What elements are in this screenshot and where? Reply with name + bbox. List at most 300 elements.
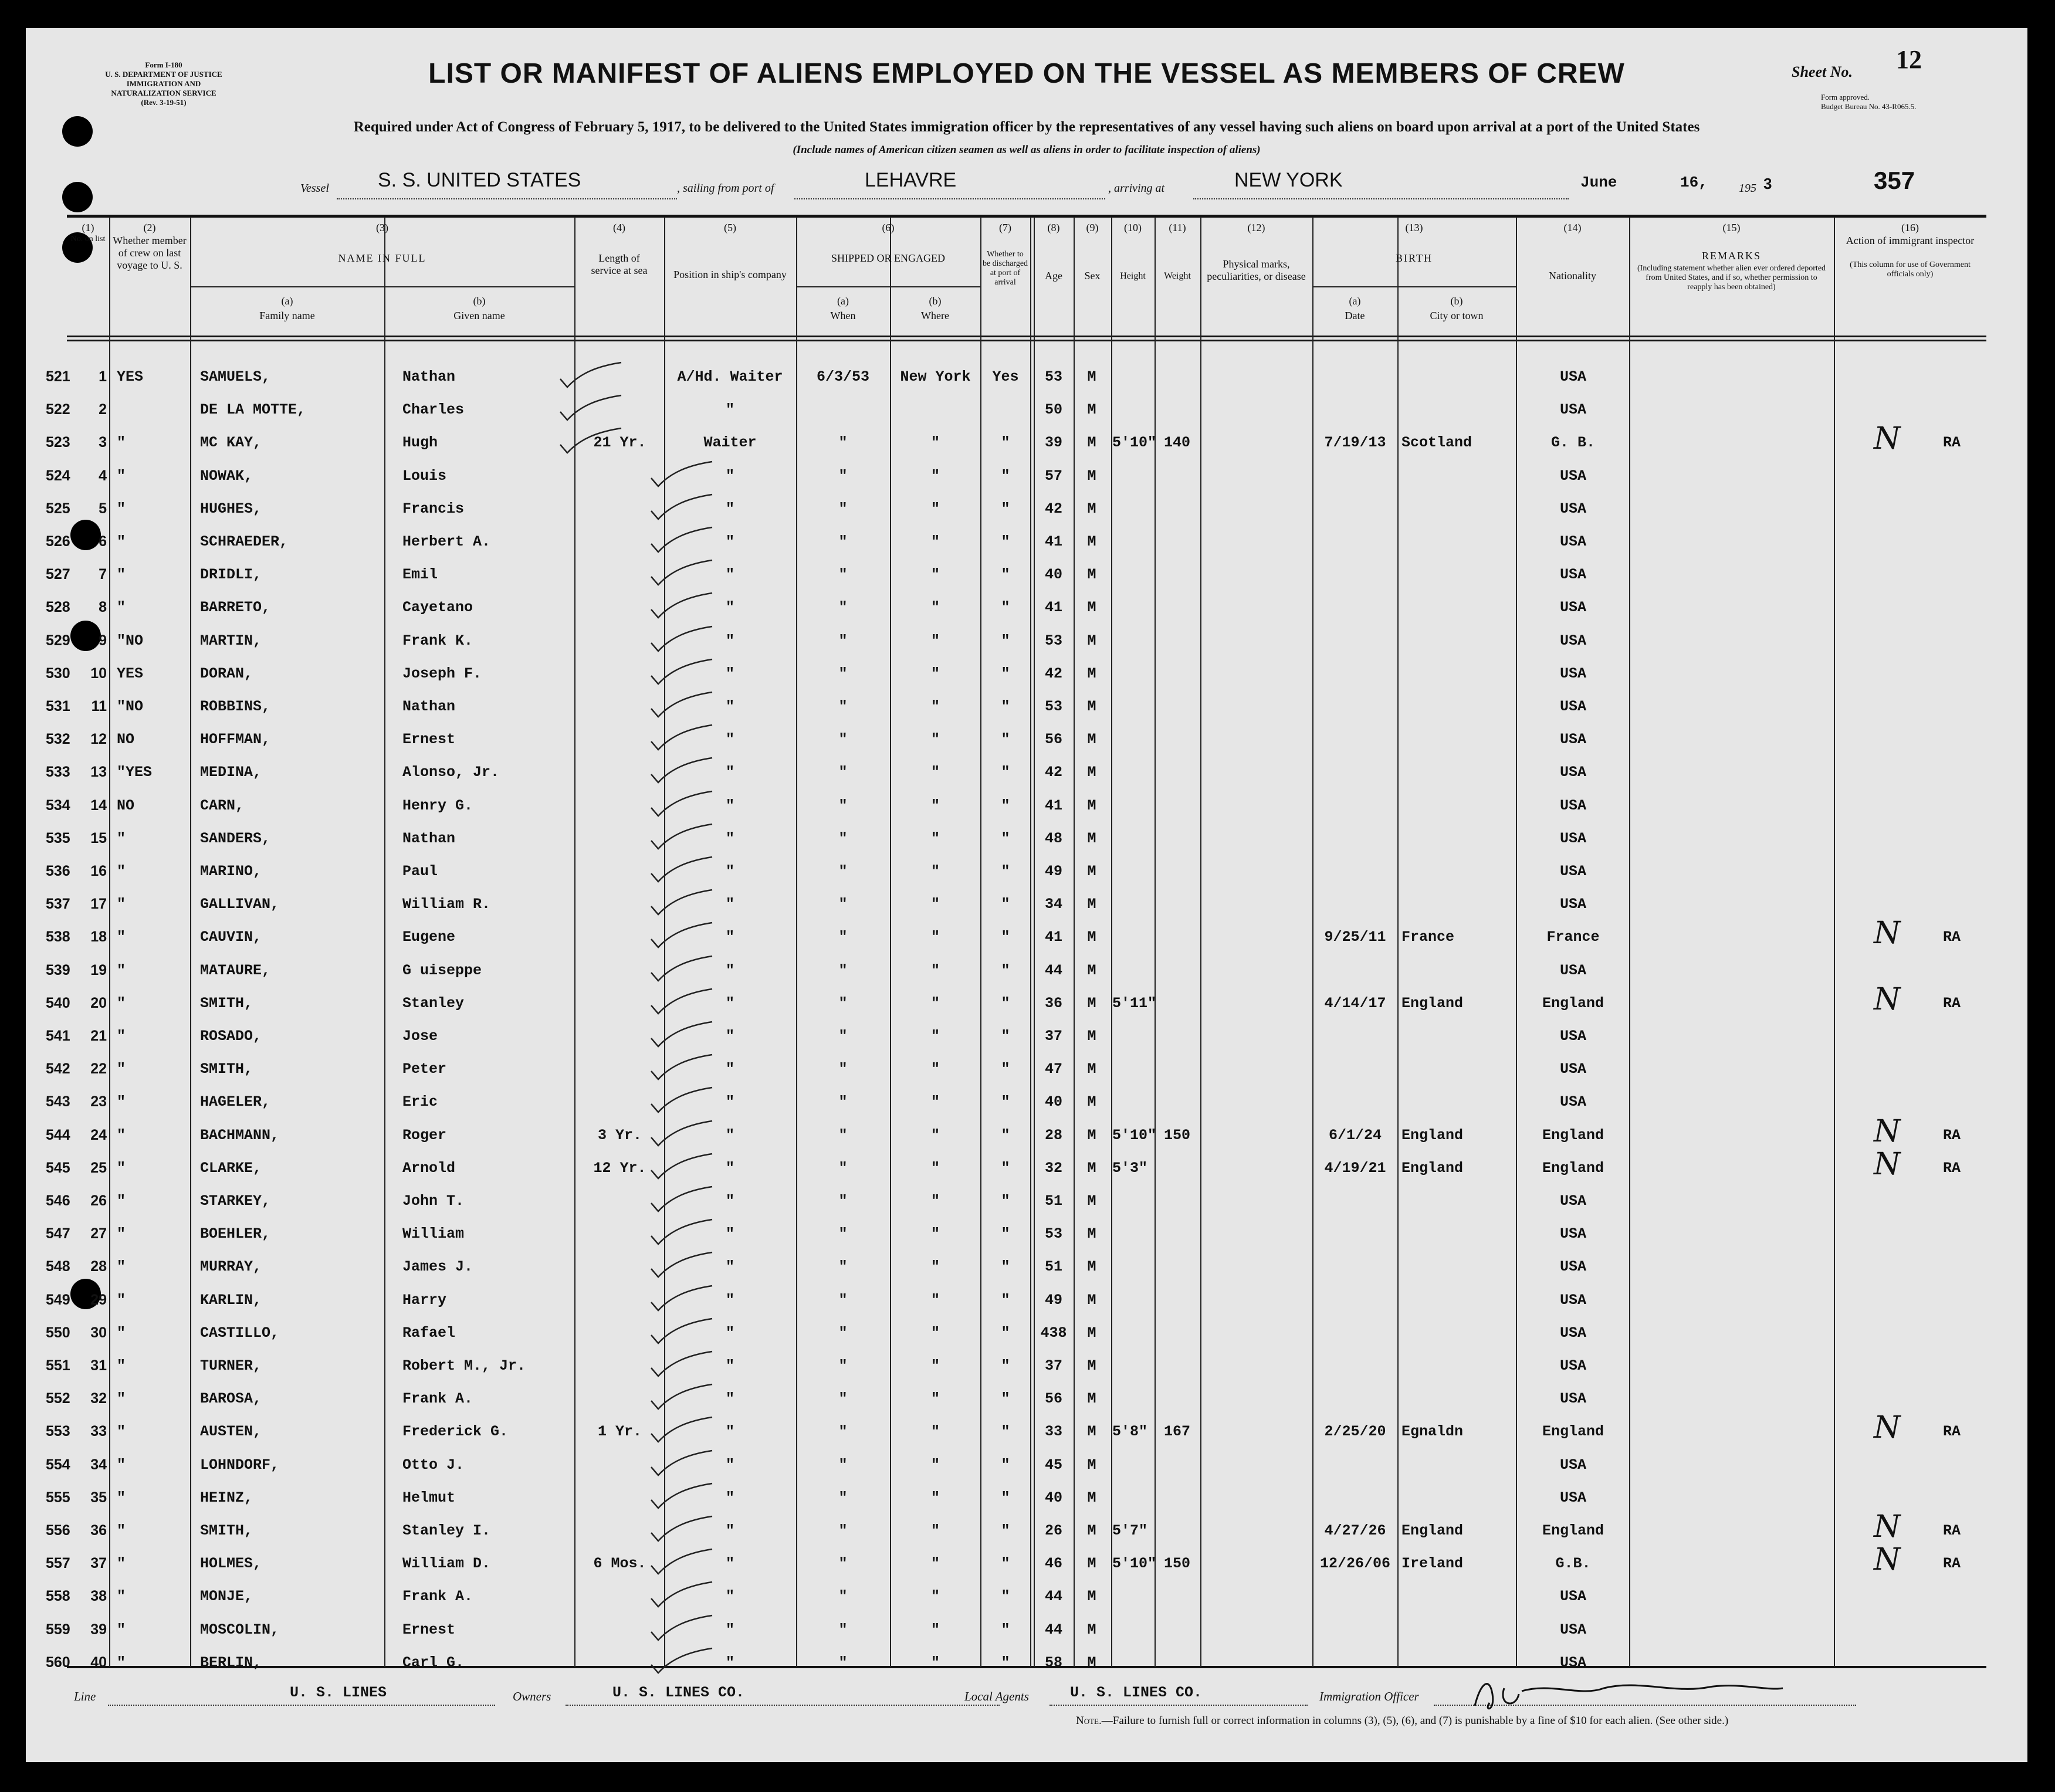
cell-stamp: 549 xyxy=(46,1291,70,1308)
inspector-action-mark: N xyxy=(1874,1542,1901,1578)
cell-discharge: " xyxy=(1001,1423,1010,1441)
col-number: (16) xyxy=(1901,222,1919,233)
cell-no: 1 xyxy=(99,368,107,385)
cell-nat: USA xyxy=(1559,500,1586,517)
check-mark-icon xyxy=(648,1383,718,1412)
stamp-number: 357 xyxy=(1874,167,1915,194)
cell-given: Frank A. xyxy=(402,1390,473,1408)
cell-position: " xyxy=(725,994,734,1012)
cell-sex: M xyxy=(1087,1028,1096,1045)
cell-height: 5'10" xyxy=(1112,1126,1157,1144)
cell-service: 1 Yr. xyxy=(597,1423,642,1441)
cell-family: SMITH, xyxy=(200,1522,253,1539)
cell-family: SMITH, xyxy=(200,994,253,1012)
cell-nat: USA xyxy=(1559,1258,1586,1276)
cell-position: " xyxy=(725,1258,734,1276)
inspector-action-mark: N xyxy=(1874,1113,1901,1149)
check-mark-icon xyxy=(557,361,627,391)
cell-family: SMITH, xyxy=(200,1061,253,1078)
cell-where: " xyxy=(930,1654,940,1671)
cell-family: GALLIVAN, xyxy=(200,896,280,913)
cell-stamp: 545 xyxy=(46,1159,70,1176)
cell-where: " xyxy=(930,1423,940,1441)
cell-stamp: 531 xyxy=(46,698,70,714)
cell-no: 34 xyxy=(90,1456,107,1473)
cell-stamp: 525 xyxy=(46,500,70,517)
cell-nat: USA xyxy=(1559,1028,1586,1045)
cell-where: " xyxy=(930,1588,940,1605)
col-number: (4) xyxy=(613,222,625,233)
cell-given: Robert M., Jr. xyxy=(402,1357,526,1374)
check-mark-icon xyxy=(648,1185,718,1215)
cell-discharge: " xyxy=(1001,731,1010,748)
cell-stamp: 524 xyxy=(46,467,70,484)
cell-given: Henry G. xyxy=(402,797,473,814)
cell-no: 37 xyxy=(90,1555,107,1572)
cell-given: Frank K. xyxy=(402,632,473,649)
cell-given: Eugene xyxy=(402,929,456,946)
cell-nat: USA xyxy=(1559,829,1586,847)
year-label: 195 xyxy=(1739,182,1756,195)
cell-discharge: " xyxy=(1001,467,1010,485)
cell-age: 44 xyxy=(1044,1621,1062,1638)
cell-when: " xyxy=(838,566,848,584)
cell-given: Stanley I. xyxy=(402,1522,491,1539)
cell-sex: M xyxy=(1087,632,1096,649)
cell-where: " xyxy=(930,961,940,979)
cell-sex: M xyxy=(1087,467,1096,485)
cell-prev: " xyxy=(117,1555,126,1573)
cell-where: " xyxy=(930,1357,940,1374)
page-title: LIST OR MANIFEST OF ALIENS EMPLOYED ON THE VESSEL AS MEMBERS OF CREW xyxy=(428,58,1625,89)
cell-discharge: " xyxy=(1001,566,1010,584)
cell-position: " xyxy=(725,1621,734,1638)
cell-where: " xyxy=(930,1390,940,1408)
cell-when: " xyxy=(838,863,848,880)
check-mark-icon xyxy=(648,526,718,555)
cell-nat: USA xyxy=(1559,896,1586,913)
check-mark-icon xyxy=(648,1285,718,1314)
cell-position: " xyxy=(725,1225,734,1243)
cell-where: " xyxy=(930,1555,940,1573)
cell-discharge: " xyxy=(1001,1555,1010,1573)
cell-discharge: " xyxy=(1001,797,1010,814)
cell-family: DE LA MOTTE, xyxy=(200,401,306,419)
cell-discharge: " xyxy=(1001,533,1010,550)
col-number: (12) xyxy=(1247,222,1265,233)
cell-no: 5 xyxy=(99,500,107,517)
cell-service: 6 Mos. xyxy=(593,1555,646,1573)
col-header: Height xyxy=(1120,271,1146,281)
col-number: (5) xyxy=(724,222,736,233)
col-header: BIRTH xyxy=(1396,252,1433,264)
cell-stamp: 546 xyxy=(46,1193,70,1209)
cell-position: " xyxy=(725,1193,734,1210)
table-top-border xyxy=(67,215,1986,218)
arrival-month: June xyxy=(1580,174,1617,191)
cell-position: " xyxy=(725,863,734,880)
cell-nat: England xyxy=(1542,1126,1604,1144)
cell-when: " xyxy=(838,1423,848,1441)
check-mark-icon xyxy=(648,1647,718,1676)
cell-when: " xyxy=(838,533,848,550)
cell-where: " xyxy=(930,1159,940,1177)
footer-line-label: Line xyxy=(74,1689,96,1703)
cell-prev: " xyxy=(117,896,126,913)
cell-family: HOLMES, xyxy=(200,1555,262,1573)
cell-no: 29 xyxy=(90,1291,107,1308)
cell-where: " xyxy=(930,829,940,847)
check-mark-icon xyxy=(648,757,718,786)
check-mark-icon xyxy=(648,1350,718,1380)
cell-stamp: 521 xyxy=(46,368,70,385)
cell-position: " xyxy=(725,1489,734,1506)
cell-sex: M xyxy=(1087,1159,1096,1177)
check-mark-icon xyxy=(648,988,718,1017)
cell-age: 47 xyxy=(1044,1061,1062,1078)
cell-position: " xyxy=(725,896,734,913)
cell-age: 34 xyxy=(1044,896,1062,913)
manifest-sheet xyxy=(26,28,2027,1762)
cell-age: 40 xyxy=(1044,566,1062,584)
cell-stamp: 523 xyxy=(46,434,70,451)
cell-given: Nathan xyxy=(402,368,456,385)
cell-position: " xyxy=(725,961,734,979)
cell-age: 50 xyxy=(1044,401,1062,419)
cell-family: MURRAY, xyxy=(200,1258,262,1276)
cell-family: SANDERS, xyxy=(200,829,271,847)
cell-age: 49 xyxy=(1044,863,1062,880)
col-header: NAME IN FULL xyxy=(338,252,426,264)
col-header: No. on list xyxy=(70,235,106,243)
cell-no: 23 xyxy=(90,1093,107,1110)
cell-discharge: " xyxy=(1001,698,1010,715)
cell-where: " xyxy=(930,467,940,485)
cell-family: BAROSA, xyxy=(200,1390,262,1408)
cell-prev: "NO xyxy=(117,698,144,715)
cell-no: 40 xyxy=(90,1654,107,1671)
cell-nat: USA xyxy=(1559,599,1586,616)
cell-when: " xyxy=(838,994,848,1012)
cell-when: " xyxy=(838,829,848,847)
cell-where: " xyxy=(930,533,940,550)
cell-sex: M xyxy=(1087,1225,1096,1243)
cell-position: " xyxy=(725,566,734,584)
cell-where: " xyxy=(930,1291,940,1309)
cell-stamp: 539 xyxy=(46,961,70,978)
cell-when: " xyxy=(838,1654,848,1671)
cell-when: " xyxy=(838,599,848,616)
cell-nat: USA xyxy=(1559,1621,1586,1638)
cell-no: 8 xyxy=(99,599,107,616)
cell-no: 17 xyxy=(90,896,107,913)
cell-no: 6 xyxy=(99,533,107,550)
cell-discharge: " xyxy=(1001,1489,1010,1506)
cell-when: " xyxy=(838,632,848,649)
cell-prev: " xyxy=(117,533,126,550)
cell-nat: USA xyxy=(1559,1357,1586,1374)
cell-where: " xyxy=(930,1324,940,1342)
cell-given: Charles xyxy=(402,401,465,419)
cell-service: 21 Yr. xyxy=(593,434,646,452)
cell-family: CLARKE, xyxy=(200,1159,262,1177)
cell-height: 5'7" xyxy=(1112,1522,1148,1539)
cell-where: " xyxy=(930,566,940,584)
cell-given: Ernest xyxy=(402,1621,456,1638)
cell-discharge: " xyxy=(1001,1291,1010,1309)
cell-ra: RA xyxy=(1943,1423,1961,1441)
cell-prev: " xyxy=(117,1225,126,1243)
cell-no: 19 xyxy=(90,961,107,978)
cell-discharge: " xyxy=(1001,1126,1010,1144)
cell-sex: M xyxy=(1087,1357,1096,1374)
cell-age: 32 xyxy=(1044,1159,1062,1177)
cell-bcity: France xyxy=(1401,929,1455,946)
service: IMMIGRATION AND NATURALIZATION SERVICE xyxy=(111,79,216,97)
col-number: (a) xyxy=(1349,295,1361,307)
cell-no: 26 xyxy=(90,1193,107,1209)
cell-bcity: Scotland xyxy=(1401,434,1472,452)
cell-ra: RA xyxy=(1943,929,1961,946)
cell-position: " xyxy=(725,1522,734,1539)
cell-age: 36 xyxy=(1044,994,1062,1012)
cell-nat: USA xyxy=(1559,1324,1586,1342)
cell-where: " xyxy=(930,1489,940,1506)
cell-nat: USA xyxy=(1559,467,1586,485)
cell-no: 35 xyxy=(90,1489,107,1506)
check-mark-icon xyxy=(648,559,718,588)
cell-no: 2 xyxy=(99,401,107,418)
cell-family: CASTILLO, xyxy=(200,1324,280,1342)
cell-service: 3 Yr. xyxy=(597,1126,642,1144)
cell-nat: USA xyxy=(1559,1489,1586,1506)
cell-given: Carl G. xyxy=(402,1654,465,1671)
cell-discharge: " xyxy=(1001,1357,1010,1374)
cell-given: Roger xyxy=(402,1126,447,1144)
check-mark-icon xyxy=(557,394,627,424)
col-divider xyxy=(890,217,891,1667)
cell-stamp: 526 xyxy=(46,533,70,550)
cell-position: " xyxy=(725,1093,734,1111)
cell-nat: England xyxy=(1542,1159,1604,1177)
cell-sex: M xyxy=(1087,1093,1096,1111)
cell-sex: M xyxy=(1087,698,1096,715)
cell-where: New York xyxy=(900,368,971,385)
check-mark-icon xyxy=(648,823,718,852)
cell-age: 438 xyxy=(1040,1324,1067,1342)
col-number: (1) xyxy=(82,222,94,233)
cell-nat: USA xyxy=(1559,797,1586,814)
cell-no: 38 xyxy=(90,1588,107,1605)
cell-nat: USA xyxy=(1559,1654,1586,1671)
cell-sex: M xyxy=(1087,500,1096,517)
cell-given: William D. xyxy=(402,1555,491,1573)
check-mark-icon xyxy=(648,1581,718,1610)
footer-agents-label: Local Agents xyxy=(964,1689,1029,1703)
cell-sex: M xyxy=(1087,368,1096,385)
col-number: (13) xyxy=(1405,222,1423,233)
col-header: Length of service at sea xyxy=(591,252,648,276)
footer-line-dots xyxy=(108,1705,495,1706)
vessel-dots xyxy=(337,198,677,199)
cell-when: " xyxy=(838,1291,848,1309)
cell-no: 31 xyxy=(90,1357,107,1374)
cell-given: Frederick G. xyxy=(402,1423,509,1441)
col-divider xyxy=(1629,217,1630,1667)
cell-when: " xyxy=(838,500,848,517)
cell-discharge: " xyxy=(1001,1390,1010,1408)
cell-when: " xyxy=(838,1126,848,1144)
check-mark-icon xyxy=(648,922,718,951)
cell-ra: RA xyxy=(1943,994,1961,1012)
cell-given: Rafael xyxy=(402,1324,456,1342)
col-divider xyxy=(1516,217,1517,1667)
cell-when: " xyxy=(838,797,848,814)
cell-age: 53 xyxy=(1044,698,1062,715)
cell-sex: M xyxy=(1087,1456,1096,1473)
cell-position: " xyxy=(725,764,734,781)
cell-when: " xyxy=(838,961,848,979)
note-label: Note. xyxy=(1076,1715,1102,1727)
cell-stamp: 537 xyxy=(46,896,70,913)
cell-family: MOSCOLIN, xyxy=(200,1621,280,1638)
col-number: (15) xyxy=(1722,222,1741,233)
cell-when: " xyxy=(838,1390,848,1408)
cell-stamp: 547 xyxy=(46,1225,70,1242)
cell-age: 42 xyxy=(1044,665,1062,682)
cell-given: Harry xyxy=(402,1291,447,1309)
cell-where: " xyxy=(930,665,940,682)
cell-given: James J. xyxy=(402,1258,473,1276)
check-mark-icon xyxy=(648,955,718,984)
cell-prev: " xyxy=(117,1126,126,1144)
cell-no: 20 xyxy=(90,994,107,1011)
cell-stamp: 554 xyxy=(46,1456,70,1473)
cell-family: MARINO, xyxy=(200,863,262,880)
cell-stamp: 560 xyxy=(46,1654,70,1671)
sub-header-rule xyxy=(796,286,980,287)
port-from: LEHAVRE xyxy=(865,169,957,191)
cell-when: " xyxy=(838,1093,848,1111)
check-mark-icon xyxy=(648,1482,718,1512)
cell-nat: USA xyxy=(1559,1390,1586,1408)
cell-where: " xyxy=(930,1621,940,1638)
cell-discharge: " xyxy=(1001,994,1010,1012)
cell-stamp: 552 xyxy=(46,1390,70,1407)
cell-age: 41 xyxy=(1044,929,1062,946)
cell-no: 3 xyxy=(99,434,107,451)
cell-position: " xyxy=(725,500,734,517)
cell-discharge: " xyxy=(1001,1258,1010,1276)
cell-family: ROSADO, xyxy=(200,1028,262,1045)
cell-position: " xyxy=(725,1654,734,1671)
subtitle-note: (Include names of American citizen seamen as well as aliens in order to facilitate inspection of aliens) xyxy=(793,144,1261,156)
arrival-day: 16, xyxy=(1680,174,1708,191)
cell-when: " xyxy=(838,1061,848,1078)
cell-prev: NO xyxy=(117,797,135,814)
cell-given: Jose xyxy=(402,1028,438,1045)
cell-given: Paul xyxy=(402,863,438,880)
cell-no: 16 xyxy=(90,863,107,879)
cell-nat: USA xyxy=(1559,1456,1586,1473)
col-header-note: (Including statement whether alien ever ordered deported from United States, and if so, whether permission to reapply has been obtained) xyxy=(1637,264,1826,292)
cell-no: 25 xyxy=(90,1159,107,1176)
approved-text: Form approved. xyxy=(1821,93,1870,101)
port-to: NEW YORK xyxy=(1234,169,1343,191)
cell-when: " xyxy=(838,764,848,781)
cell-prev: " xyxy=(117,1159,126,1177)
year-digit: 3 xyxy=(1763,175,1772,192)
cell-family: CARN, xyxy=(200,797,245,814)
cell-prev: " xyxy=(117,434,126,452)
cell-bdate: 7/19/13 xyxy=(1324,434,1386,452)
cell-stamp: 557 xyxy=(46,1555,70,1572)
cell-position: " xyxy=(725,1390,734,1408)
cell-bdate: 4/27/26 xyxy=(1324,1522,1386,1539)
cell-sex: M xyxy=(1087,1423,1096,1441)
cell-prev: " xyxy=(117,1357,126,1374)
cell-stamp: 530 xyxy=(46,665,70,682)
check-mark-icon xyxy=(648,592,718,621)
cell-nat: USA xyxy=(1559,1291,1586,1309)
cell-bcity: England xyxy=(1401,994,1464,1012)
cell-discharge: " xyxy=(1001,1093,1010,1111)
cell-stamp: 527 xyxy=(46,566,70,583)
cell-prev: " xyxy=(117,863,126,880)
cell-discharge: " xyxy=(1001,896,1010,913)
cell-position: " xyxy=(725,1028,734,1045)
cell-no: 13 xyxy=(90,764,107,781)
check-mark-icon xyxy=(648,1218,718,1248)
cell-when: " xyxy=(838,1456,848,1473)
cell-prev: YES xyxy=(117,665,144,682)
punch-hole xyxy=(62,182,93,212)
port-to-dots xyxy=(1193,198,1569,199)
cell-given: John T. xyxy=(402,1193,465,1210)
note-text: —Failure to furnish full or correct information in columns (3), (5), (6), and (7) is punishable by a fine of $10 for each alien. (See other side.) xyxy=(1101,1715,1729,1727)
cell-sex: M xyxy=(1087,1193,1096,1210)
cell-no: 18 xyxy=(90,929,107,946)
cell-given: Eric xyxy=(402,1093,438,1111)
cell-nat: USA xyxy=(1559,533,1586,550)
footer-officer-label: Immigration Officer xyxy=(1319,1689,1419,1703)
cell-stamp: 529 xyxy=(46,632,70,649)
cell-stamp: 559 xyxy=(46,1621,70,1638)
cell-family: BOEHLER, xyxy=(200,1225,271,1243)
col-header: REMARKS xyxy=(1701,250,1762,262)
cell-sex: M xyxy=(1087,566,1096,584)
cell-no: 33 xyxy=(90,1423,107,1440)
cell-no: 27 xyxy=(90,1225,107,1242)
cell-stamp: 528 xyxy=(46,599,70,616)
cell-age: 26 xyxy=(1044,1522,1062,1539)
cell-age: 56 xyxy=(1044,1390,1062,1408)
cell-prev: " xyxy=(117,1193,126,1210)
cell-family: STARKEY, xyxy=(200,1193,271,1210)
cell-discharge: " xyxy=(1001,764,1010,781)
cell-prev: " xyxy=(117,1258,126,1276)
cell-bcity: Ireland xyxy=(1401,1555,1464,1573)
cell-age: 41 xyxy=(1044,797,1062,814)
cell-prev: " xyxy=(117,829,126,847)
cell-age: 53 xyxy=(1044,368,1062,385)
col-header: Whether to be discharged at port of arrival xyxy=(982,250,1028,287)
cell-bdate: 12/26/06 xyxy=(1319,1555,1391,1573)
cell-when: " xyxy=(838,434,848,452)
check-mark-icon xyxy=(648,1086,718,1116)
cell-discharge: " xyxy=(1001,1028,1010,1045)
cell-age: 37 xyxy=(1044,1028,1062,1045)
